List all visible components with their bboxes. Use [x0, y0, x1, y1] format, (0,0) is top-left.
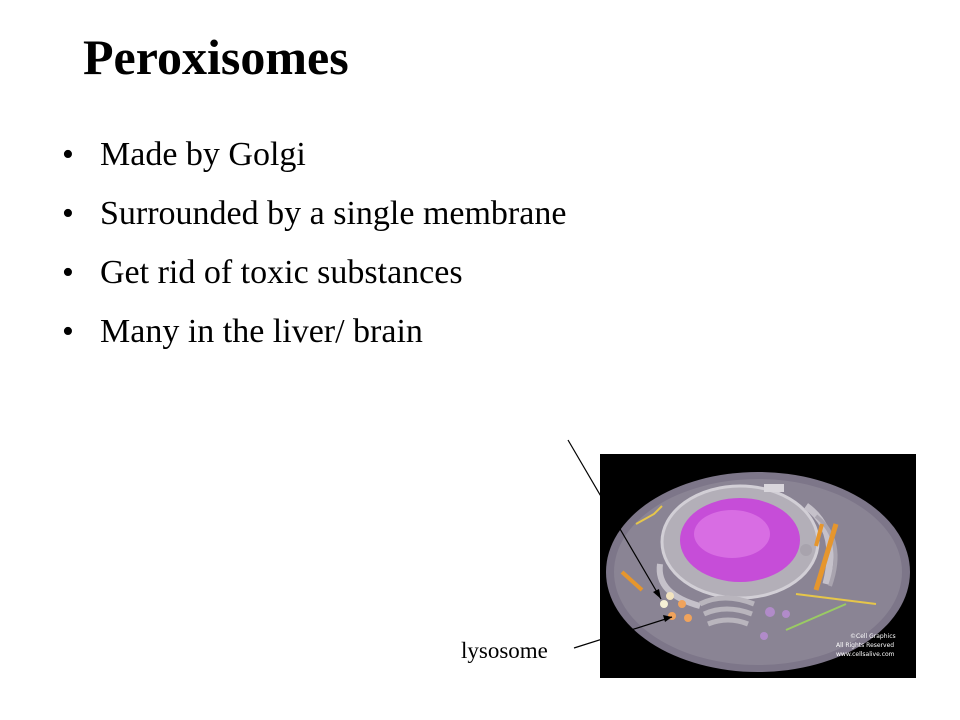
bullet-dot: • [62, 254, 74, 291]
watermark-line: www.cellsalive.com [836, 651, 895, 658]
lysosome-label: lysosome [461, 638, 548, 663]
watermark-line: ©Cell Graphics [850, 633, 896, 640]
bullet-dot: • [62, 313, 74, 350]
bullet-text: Made by Golgi [100, 136, 306, 173]
bullet-text: Surrounded by a single membrane [100, 195, 567, 232]
peroxisome-pointer-line [568, 440, 661, 599]
bullet-dot: • [62, 195, 74, 232]
peroxisome-arrowhead [653, 589, 661, 599]
lysosome-arrowhead [663, 615, 672, 622]
bullet-text: Get rid of toxic substances [100, 254, 463, 291]
lysosome-pointer-line [574, 617, 672, 648]
watermark-line: All Rights Reserved [836, 642, 895, 649]
bullet-dot: • [62, 136, 74, 173]
bullet-text: Many in the liver/ brain [100, 313, 423, 350]
slide-title: Peroxisomes [83, 29, 349, 85]
